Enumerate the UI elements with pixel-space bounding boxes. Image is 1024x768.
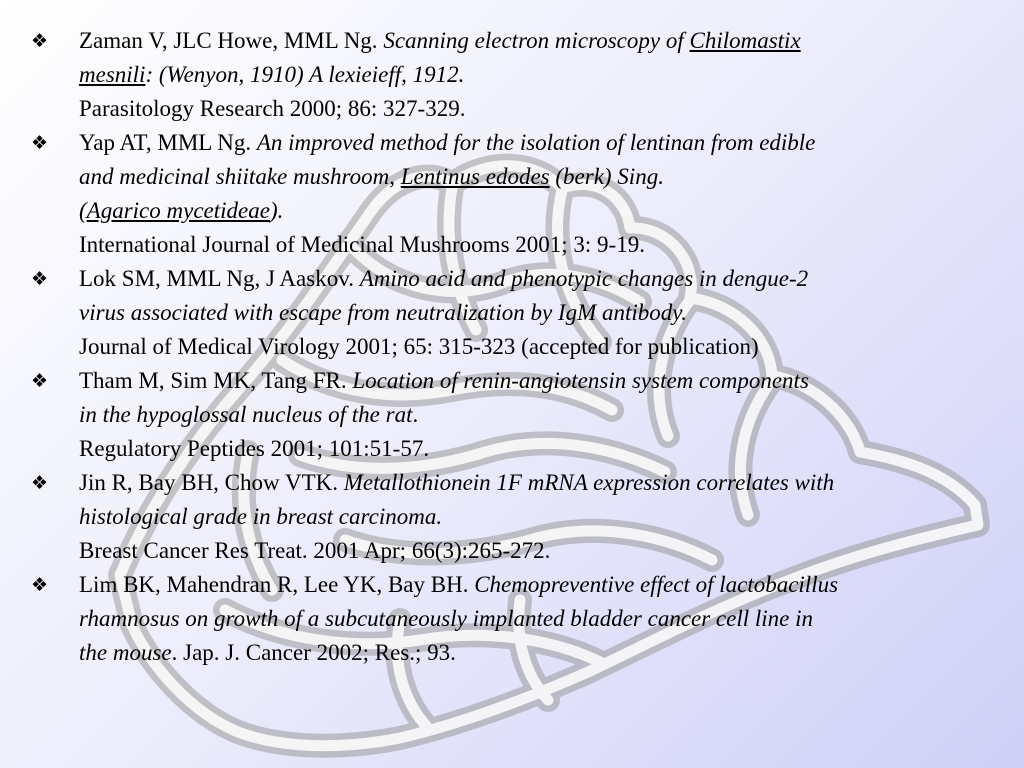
reference-line — [79, 24, 1024, 58]
reference-title: the mouse — [79, 640, 172, 665]
reference-line — [79, 568, 1024, 602]
reference-title: in the hypoglossal nucleus of the rat — [79, 402, 413, 427]
reference-title: histological grade in breast carcinoma. — [79, 504, 443, 529]
reference-title: ). — [269, 198, 284, 223]
diamond-bullet-icon: ❖ — [31, 30, 49, 52]
reference-citation: International Journal of Medicinal Mushrooms 2001; 3: 9-19. — [79, 232, 645, 257]
reference-citation: Breast Cancer Res Treat. 2001 Apr; 66(3):265-272. — [79, 538, 551, 563]
reference-line — [79, 466, 1024, 500]
reference-authors: Lim BK, Mahendran R, Lee YK, Bay BH. — [79, 572, 475, 597]
reference-item — [0, 568, 1024, 670]
reference-authors: Lok SM, MML Ng, J Aaskov. — [79, 266, 360, 291]
reference-punctuation: . — [412, 402, 419, 427]
reference-citation: Regulatory Peptides 2001; 101:51-57. — [79, 436, 430, 461]
reference-item — [0, 126, 1024, 262]
reference-line — [79, 58, 1024, 92]
diamond-bullet-icon: ❖ — [31, 370, 49, 392]
reference-title: An improved method for the isolation of lentinan from edible — [256, 130, 816, 155]
reference-title: Chemopreventive effect of lactobacillus — [474, 572, 839, 597]
reference-title: : (Wenyon, 1910) A lexieieff, 1912. — [145, 62, 465, 87]
reference-line — [79, 398, 1024, 432]
reference-title: rhamnosus on growth of a subcutaneously implanted bladder cancer cell line in — [79, 606, 814, 631]
reference-title: and medicinal shiitake mushroom, — [79, 164, 401, 189]
scientific-name: Chilomastix — [689, 28, 801, 53]
scientific-name: Lentinus edodes — [400, 164, 550, 189]
reference-citation: Journal of Medical Virology 2001; 65: 315-323 (accepted for publication) — [79, 334, 759, 359]
reference-item — [0, 466, 1024, 568]
reference-list — [0, 24, 1024, 670]
reference-authors: Tham M, Sim MK, Tang FR. — [79, 368, 353, 393]
diamond-bullet-icon: ❖ — [31, 268, 49, 290]
diamond-bullet-icon: ❖ — [31, 472, 49, 494]
reference-item — [0, 262, 1024, 364]
reference-item — [0, 364, 1024, 466]
reference-citation: . Jap. J. Cancer 2002; Res.; 93. — [171, 640, 456, 665]
reference-title: Amino acid and phenotypic changes in dengue-2 — [359, 266, 809, 291]
reference-title: Scanning electron microscopy of — [383, 28, 690, 53]
reference-title: Location of renin-angiotensin system components — [352, 368, 809, 393]
reference-line — [79, 126, 1024, 160]
diamond-bullet-icon: ❖ — [31, 574, 49, 596]
reference-authors: Jin R, Bay BH, Chow VTK. — [79, 470, 344, 495]
scientific-name: mesnili — [79, 62, 146, 87]
reference-line — [79, 160, 1024, 194]
reference-title: ( — [79, 198, 87, 223]
reference-line — [79, 636, 1024, 670]
reference-title: virus associated with escape from neutralization by IgM antibody. — [79, 300, 687, 325]
reference-citation: Parasitology Research 2000; 86: 327-329. — [79, 96, 466, 121]
reference-authors: Zaman V, JLC Howe, MML Ng. — [79, 28, 384, 53]
reference-authors: Yap AT, MML Ng. — [79, 130, 257, 155]
reference-item — [0, 24, 1024, 126]
reference-line — [79, 194, 1024, 228]
diamond-bullet-icon: ❖ — [31, 132, 49, 154]
reference-title: Metallothionein 1F mRNA expression correlates with — [343, 470, 835, 495]
reference-line — [79, 364, 1024, 398]
reference-line — [79, 262, 1024, 296]
reference-title: (berk) Sing. — [549, 164, 664, 189]
scientific-name: Agarico mycetideae — [86, 198, 270, 223]
